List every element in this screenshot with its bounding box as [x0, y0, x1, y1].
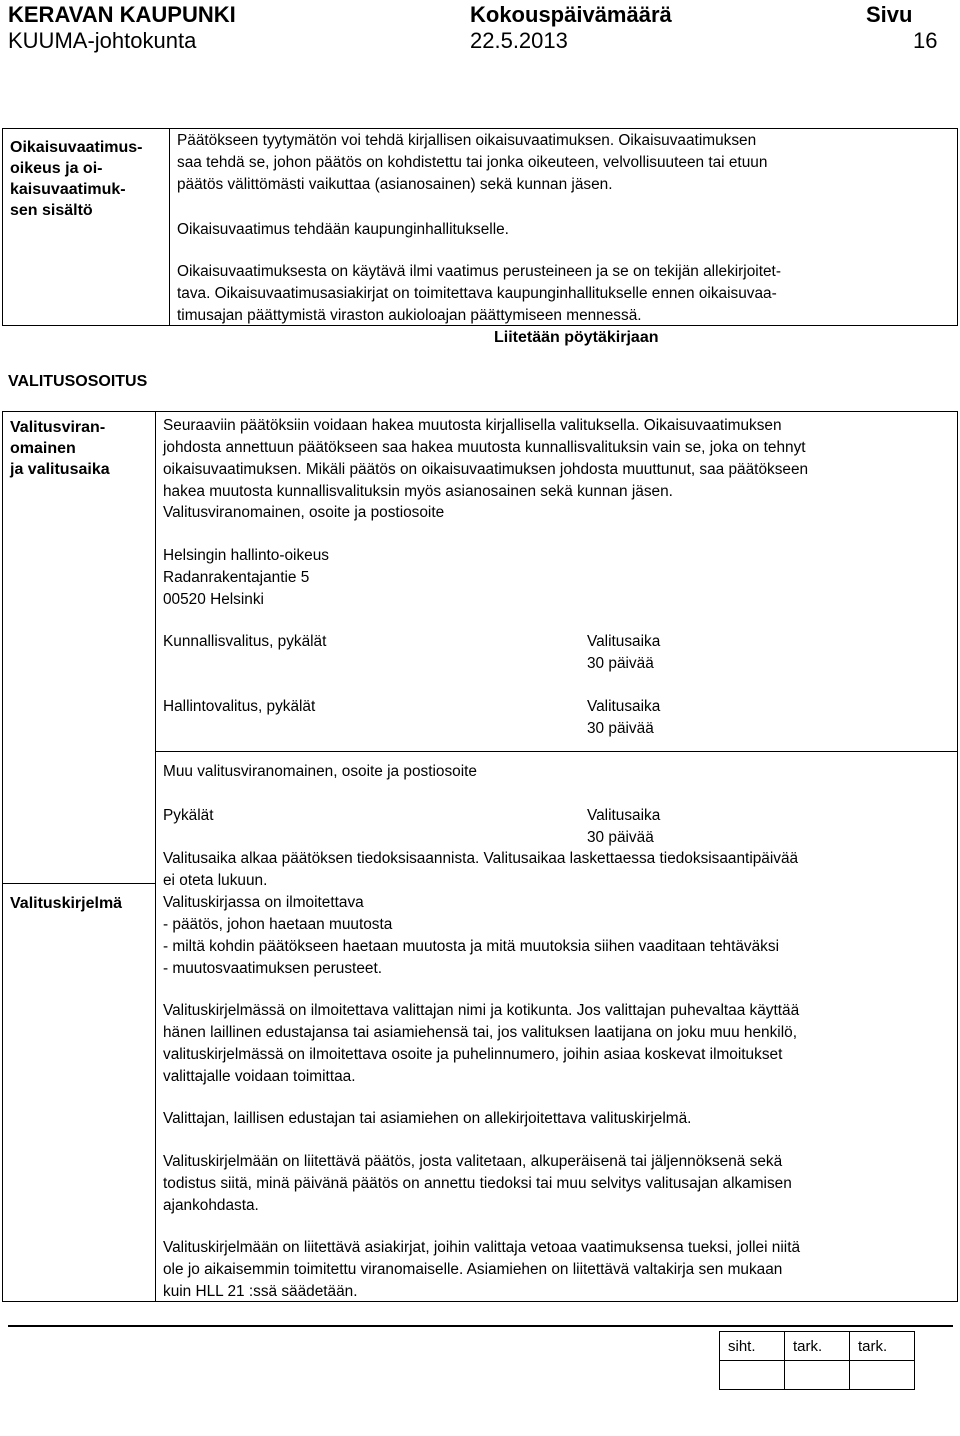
signature-blank-2	[785, 1361, 850, 1390]
municipal-appeal-label: Kunnallisvalitus, pykälät	[163, 633, 327, 650]
appeal-paragraph-3: Oikaisuvaatimuksesta on käytävä ilmi vaatimus perusteineen ja se on tekijän allekirjoitet- tava. Oikaisuvaatimusasiakirjat on toimitettava kaupunginhallitukselle ennen oikaisuvaa- timusajan päättymistä viraston aukioloajan päättymiseen mennessä.	[177, 263, 781, 324]
admin-appeal-period: Valitusaika 30 päivää	[587, 698, 661, 737]
authority-paragraph: Seuraaviin päätöksiin voidaan hakea muutosta kirjallisella valituksella. Oikaisuvaatimuksen johdosta annettuun päätökseen saa hakea muutosta kunnallisvalituksin vain se, joka on tehnyt oikaisuvaatimuksen. Mikäli päätös on oikaisuvaatimuksen johdosta muuttunut, saa päätökseen hakea muutosta kunnallisvalituksin myös asianosainen sekä kunnan jäsen.	[163, 417, 809, 500]
period-start-note: Valitusaika alkaa päätöksen tiedoksisaannista. Valitusaikaa laskettaessa tiedoksisaantipäivää ei oteta lukuun.	[163, 850, 799, 889]
column-divider-2	[155, 411, 156, 1302]
authority-heading: Valitusviranomainen, osoite ja postiosoite	[163, 504, 445, 521]
section-title: VALITUSOSOITUS	[8, 373, 148, 390]
row-divider	[2, 883, 156, 884]
signature-table	[719, 1331, 915, 1390]
org-name: KERAVAN KAUPUNKI	[8, 2, 236, 27]
other-appeal-period: Valitusaika 30 päivää	[587, 807, 661, 846]
signature-cell-siht: siht.	[720, 1332, 785, 1361]
signature-blank-1	[720, 1361, 785, 1390]
sections-label: Pykälät	[163, 807, 214, 824]
body-name: KUUMA-johtokunta	[8, 28, 197, 53]
appeal-section-label: Oikaisuvaatimus- oikeus ja oi- kaisuvaatimuk- sen sisältö	[10, 139, 143, 219]
other-authority-heading: Muu valitusviranomainen, osoite ja postiosoite	[163, 763, 477, 780]
authority-section-label: Valitusviran- omainen ja valitusaika	[10, 419, 110, 478]
meeting-date: 22.5.2013	[470, 28, 568, 53]
documents-attachment-paragraph: Valituskirjelmään on liitettävä asiakirjat, joihin valittaja vetoaa vaatimuksensa tueksi, jollei niitä ole jo aikaisemmin toimitettu viranomaiselle. Asiamiehen on liitettävä valtakirja sen mukaan kuin HLL 21 :ssä säädetään.	[163, 1239, 801, 1300]
column-divider	[169, 128, 170, 326]
municipal-appeal-period: Valitusaika 30 päivää	[587, 633, 661, 672]
appellant-info-paragraph: Valituskirjelmässä on ilmoitettava valittajan nimi ja kotikunta. Jos valittajan puhevaltaa käyttää hänen laillinen edustajansa tai asiamiehensä tai, jos valituksen laatijana on joku muu henkilö, valituskirjelmässä on ilmoitettava osoite ja puhelinnumero, joihin asiaa koskevat ilmoitukset valittajalle voidaan toimittaa.	[163, 1002, 800, 1085]
attachment-note: Liitetään pöytäkirjaan	[494, 329, 659, 346]
signature-requirement: Valittajan, laillisen edustajan tai asiamiehen on allekirjoitettava valituskirjelmä.	[163, 1110, 692, 1127]
signature-cell-tark-1: tark.	[785, 1332, 850, 1361]
row-divider-inner	[156, 751, 957, 752]
authority-address: Helsingin hallinto-oikeus Radanrakentajantie 5 00520 Helsinki	[163, 547, 329, 608]
appeal-paragraph-2: Oikaisuvaatimus tehdään kaupunginhallitukselle.	[177, 221, 509, 238]
appeal-letter-label: Valituskirjelmä	[10, 895, 123, 912]
page-label: Sivu	[866, 2, 913, 27]
signature-cell-tark-2: tark.	[850, 1332, 915, 1361]
appeal-paragraph-1: Päätökseen tyytymätön voi tehdä kirjallisen oikaisuvaatimuksen. Oikaisuvaatimuksen saa tehdä se, johon päätös on kohdistettu tai jonka oikeuteen, velvollisuuteen tai etuun päätös välittömästi vaikuttaa (asianosainen) sekä kunnan jäsen.	[177, 132, 768, 193]
signature-blank-3	[850, 1361, 915, 1390]
decision-attachment-paragraph: Valituskirjelmään on liitettävä päätös, josta valitetaan, alkuperäisenä tai jäljennöksenä sekä todistus siitä, minä päivänä päätös on annettu tiedoksi tai muu selvitys valitusajan alkamisen ajankohdasta.	[163, 1153, 792, 1214]
date-label: Kokouspäivämäärä	[470, 2, 672, 27]
footer-rule	[8, 1325, 953, 1327]
appeal-letter-requirements: Valituskirjassa on ilmoitettava - päätös, johon haetaan muutosta - miltä kohdin päätökseen haetaan muutosta ja mitä muutoksia siihen vaaditaan tehtäväksi - muutosvaatimuksen perusteet.	[163, 894, 779, 977]
admin-appeal-label: Hallintovalitus, pykälät	[163, 698, 316, 715]
page-number: 16	[913, 28, 938, 53]
